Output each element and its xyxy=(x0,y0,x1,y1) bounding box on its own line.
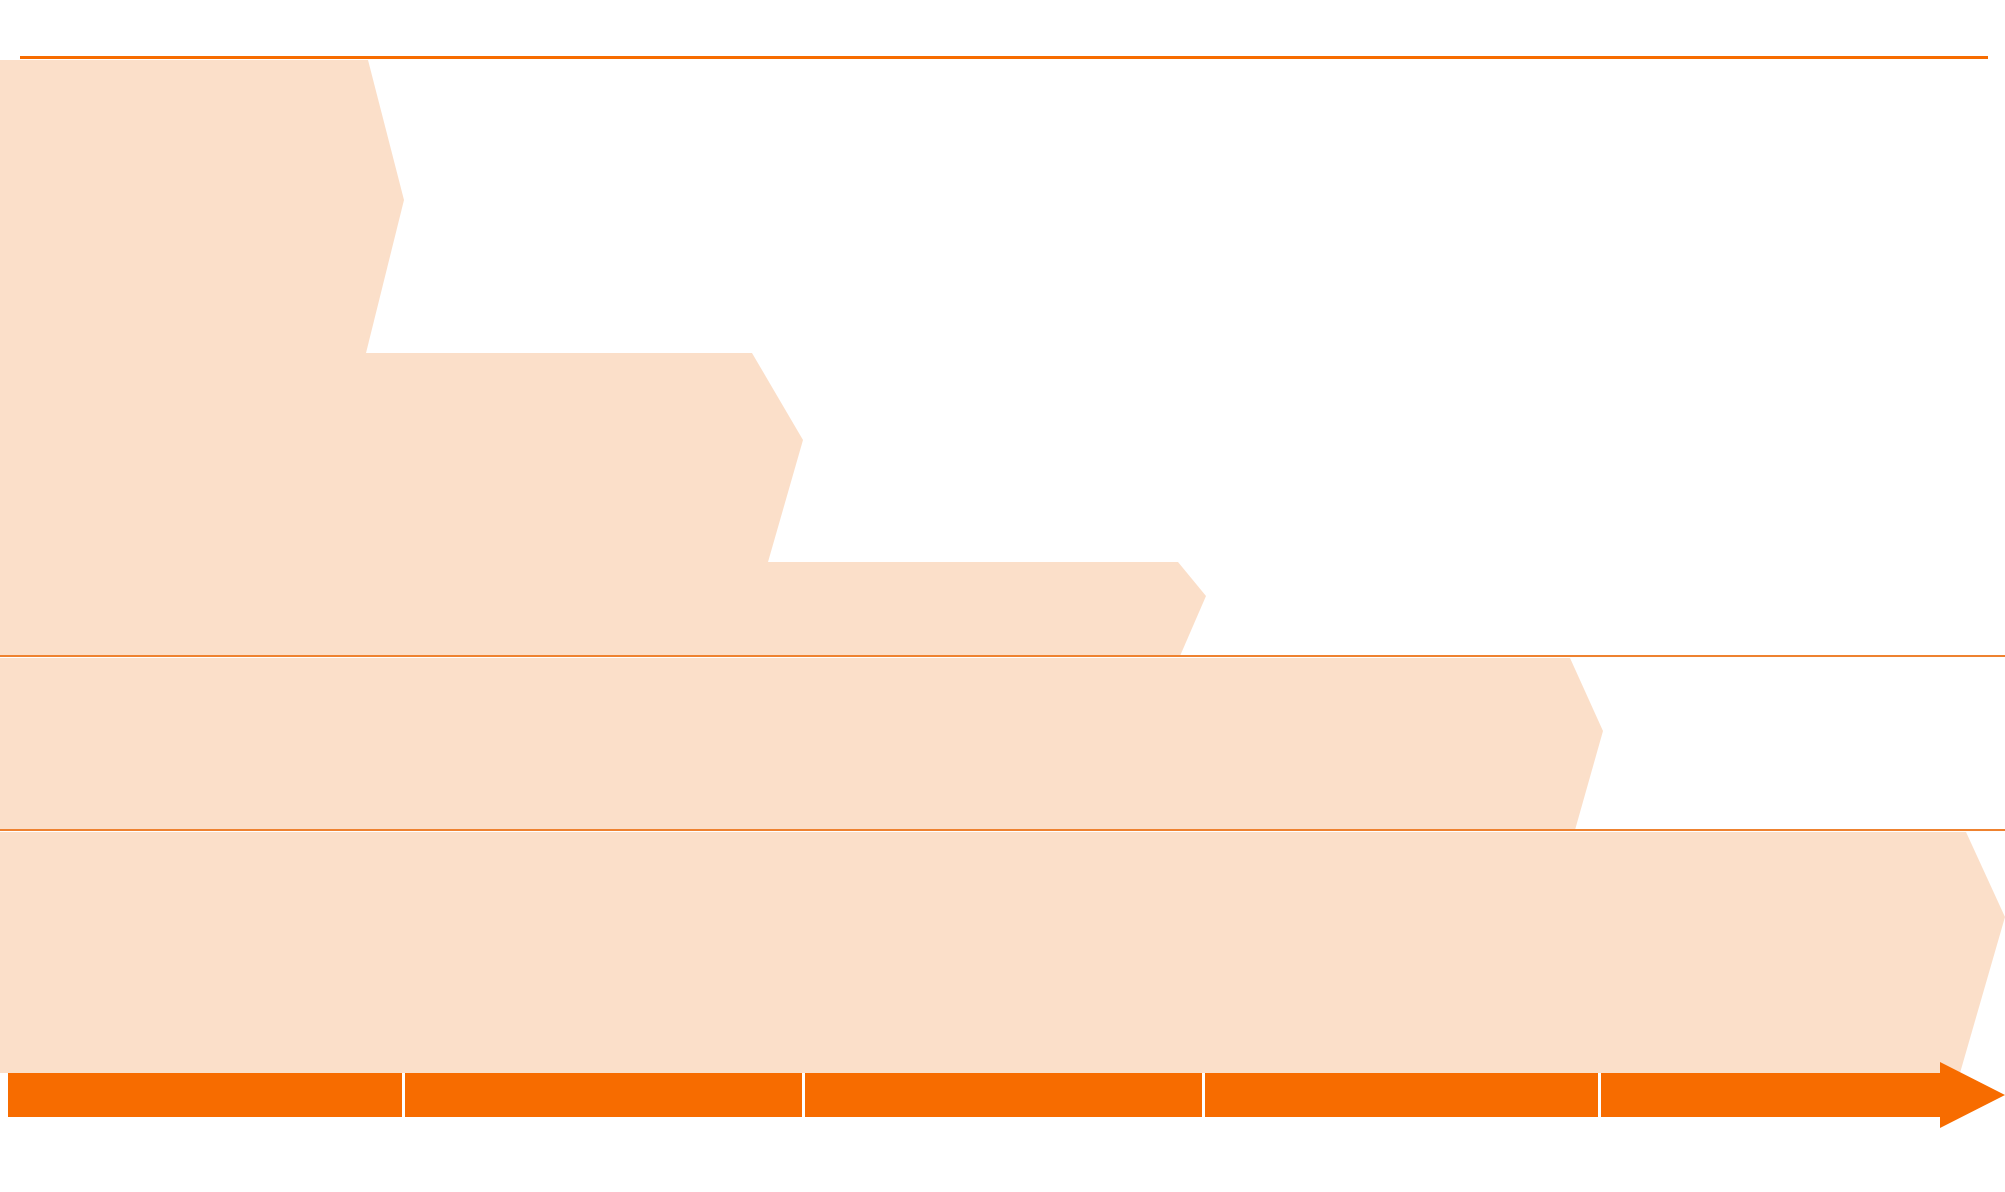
year-label-2023 xyxy=(12,248,58,468)
year-label-2025 xyxy=(12,634,58,854)
timeline-separator xyxy=(1598,1073,1601,1117)
timeline-arrowhead-icon xyxy=(1940,1062,2005,1128)
year-group-divider xyxy=(0,655,2005,657)
arrow-band-2025 xyxy=(0,658,1603,830)
year-label-2027 xyxy=(12,842,58,1062)
header-underline xyxy=(20,56,1988,59)
arrow-band-2023-sep xyxy=(0,562,1206,656)
timeline-separator xyxy=(1202,1073,1205,1117)
timeline-bar xyxy=(8,1073,1942,1117)
year-group-divider xyxy=(0,829,2005,831)
timeline-separator xyxy=(402,1073,405,1117)
arrow-band-2027 xyxy=(0,832,2005,1073)
timeline-separator xyxy=(802,1073,805,1117)
arrow-band-2023-feb xyxy=(0,60,404,353)
arrow-band-2023-aug xyxy=(0,353,803,562)
